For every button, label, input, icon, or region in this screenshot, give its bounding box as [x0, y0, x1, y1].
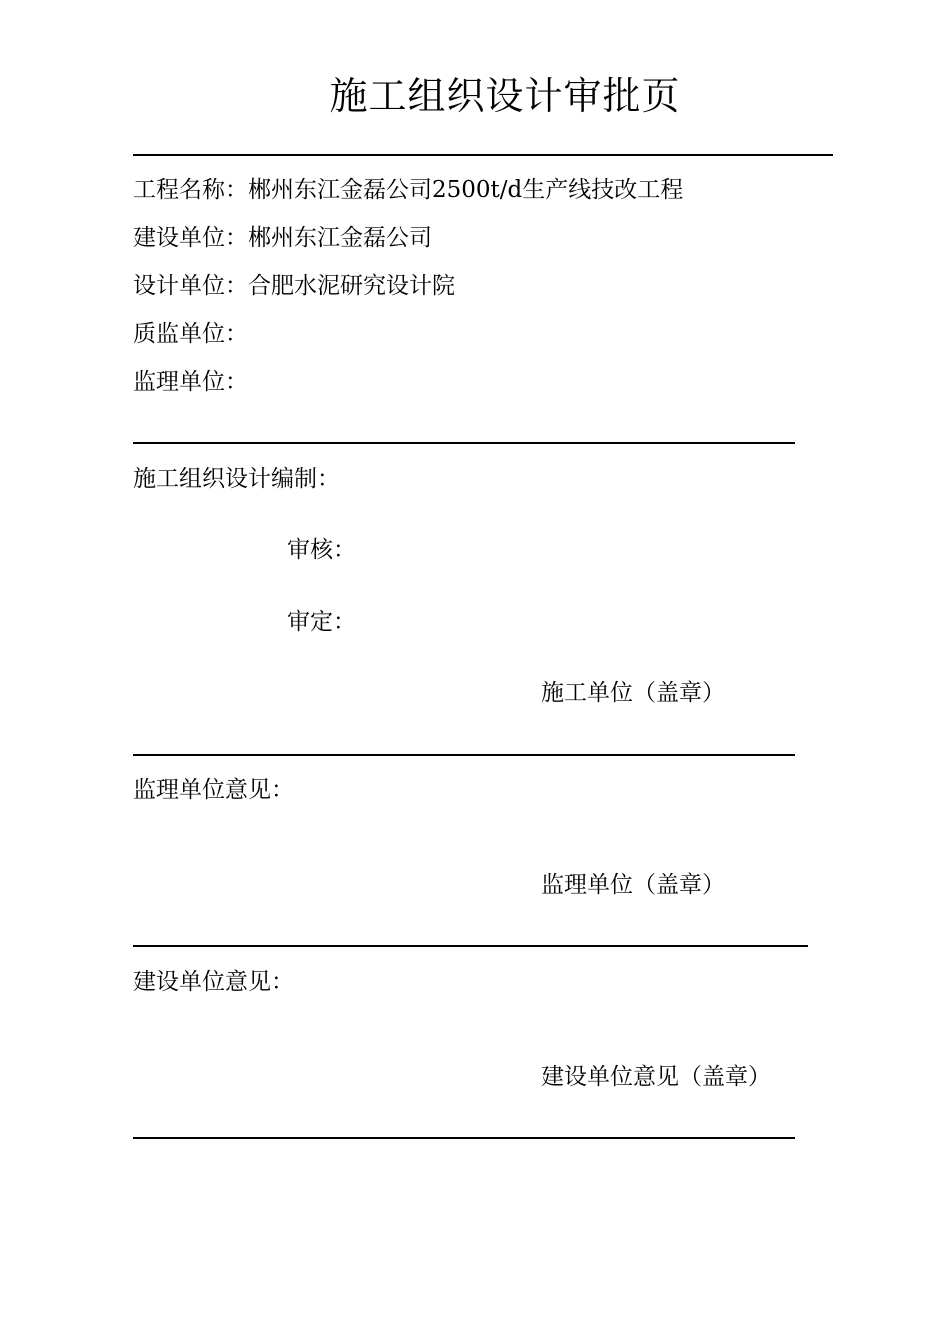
- divider-3: [133, 945, 808, 947]
- divider-bottom: [133, 1137, 795, 1139]
- design-unit-value: 合肥水泥研究设计院: [248, 273, 455, 299]
- project-name-row: [133, 174, 683, 206]
- divider-1: [133, 442, 795, 444]
- supervision-unit-row: [133, 366, 248, 398]
- owner-opinion-label: 建设单位意见：: [133, 969, 294, 995]
- owner-seal-label: 建设单位意见（盖章）: [541, 1064, 771, 1090]
- owner-unit-row: [133, 222, 432, 254]
- design-unit-label: 设计单位：: [133, 273, 248, 299]
- owner-unit-value: 郴州东江金磊公司: [248, 225, 432, 251]
- project-name-value: 郴州东江金磊公司2500t/d生产线技改工程: [248, 177, 684, 203]
- divider-top: [133, 154, 833, 156]
- owner-unit-label: 建设单位：: [133, 225, 248, 251]
- supervision-unit-label: 监理单位：: [133, 369, 248, 395]
- project-name-label: 工程名称：: [133, 177, 248, 203]
- quality-unit-label: 质监单位：: [133, 321, 248, 347]
- review-label: 审核：: [287, 537, 356, 563]
- quality-unit-row: [133, 318, 248, 350]
- supervision-opinion-label: 监理单位意见：: [133, 777, 294, 803]
- page-title: 施工组织设计审批页: [329, 74, 681, 118]
- supervision-seal-label: 监理单位（盖章）: [541, 872, 725, 898]
- approve-label: 审定：: [287, 609, 356, 635]
- design-unit-row: [133, 270, 455, 302]
- divider-2: [133, 754, 795, 756]
- compile-label: 施工组织设计编制：: [133, 466, 340, 492]
- construction-seal-label: 施工单位（盖章）: [541, 680, 725, 706]
